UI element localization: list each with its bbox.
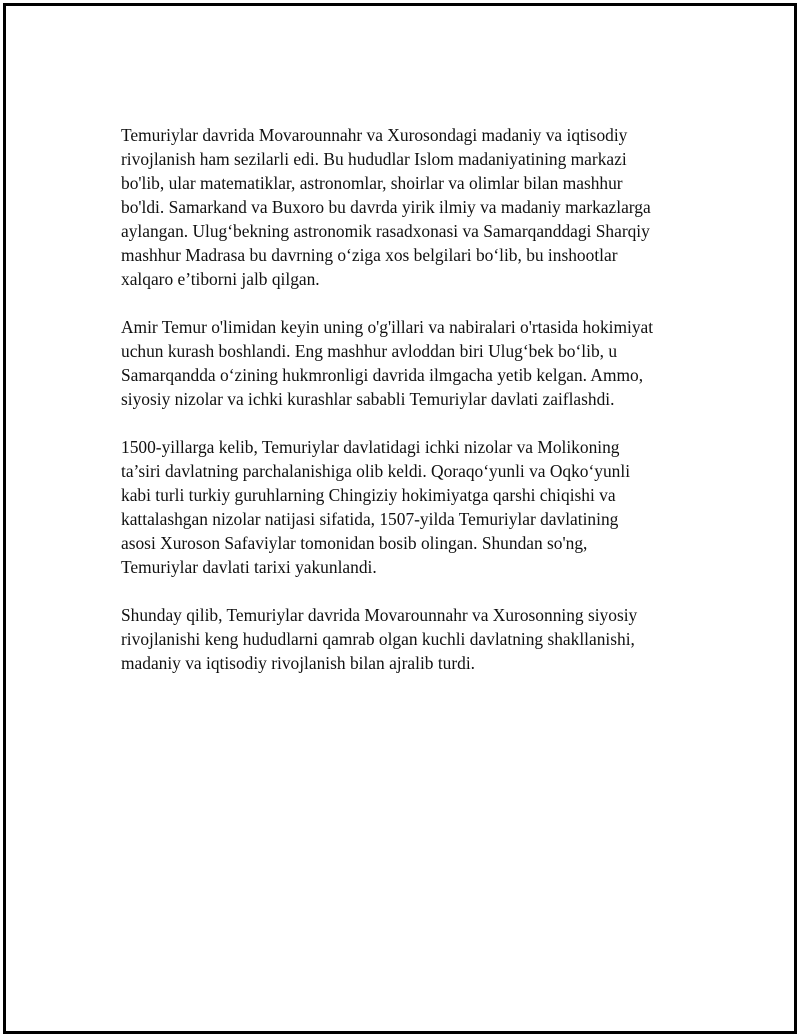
text-line: mashhur Madrasa bu davrning o‘ziga xos belgilari bo‘lib, bu inshootlar: [121, 245, 618, 265]
text-line: Shunday qilib, Temuriylar davrida Movarounnahr va Xurosonning siyosiy: [121, 605, 638, 625]
text-line: bo'ldi. Samarkand va Buxoro bu davrda yirik ilmiy va madaniy markazlarga: [121, 197, 651, 217]
text-line: uchun kurash boshlandi. Eng mashhur avloddan biri Ulug‘bek bo‘lib, u: [121, 341, 618, 361]
text-line: Temuriylar davrida Movarounnahr va Xurosondagi madaniy va iqtisodiy: [121, 125, 628, 145]
document-page: [3, 3, 797, 1034]
text-line: bo'lib, ular matematiklar, astronomlar, shoirlar va olimlar bilan mashhur: [121, 173, 623, 193]
text-line: 1500-yillarga kelib, Temuriylar davlatidagi ichki nizolar va Molikoning: [121, 437, 620, 457]
paragraph-2: [121, 315, 711, 411]
text-line: kattalashgan nizolar natijasi sifatida, 1507-yilda Temuriylar davlatining: [121, 509, 619, 529]
paragraph-4: [121, 603, 711, 675]
text-line: rivojlanishi keng hududlarni qamrab olgan kuchli davlatning shakllanishi,: [121, 629, 635, 649]
text-line: Samarqandda o‘zining hukmronligi davrida ilmgacha yetib kelgan. Ammo,: [121, 365, 644, 385]
paragraph-3: [121, 435, 711, 579]
text-line: aylangan. Ulug‘bekning astronomik rasadxonasi va Samarqanddagi Sharqiy: [121, 221, 650, 241]
text-line: asosi Xuroson Safaviylar tomonidan bosib olingan. Shundan so'ng,: [121, 533, 588, 553]
text-line: siyosiy nizolar va ichki kurashlar sababli Temuriylar davlati zaiflashdi.: [121, 389, 615, 409]
text-line: xalqaro e’tiborni jalb qilgan.: [121, 269, 320, 289]
document-body: [121, 123, 711, 699]
text-line: kabi turli turkiy guruhlarning Chingiziy hokimiyatga qarshi chiqishi va: [121, 485, 616, 505]
text-line: Amir Temur o'limidan keyin uning o'g'illari va nabiralari o'rtasida hokimiyat: [121, 317, 654, 337]
paragraph-1: [121, 123, 711, 291]
text-line: Temuriylar davlati tarixi yakunlandi.: [121, 557, 377, 577]
text-line: madaniy va iqtisodiy rivojlanish bilan ajralib turdi.: [121, 653, 476, 673]
text-line: rivojlanish ham sezilarli edi. Bu hududlar Islom madaniyatining markazi: [121, 149, 627, 169]
text-line: ta’siri davlatning parchalanishiga olib keldi. Qoraqo‘yunli va Oqko‘yunli: [121, 461, 631, 481]
